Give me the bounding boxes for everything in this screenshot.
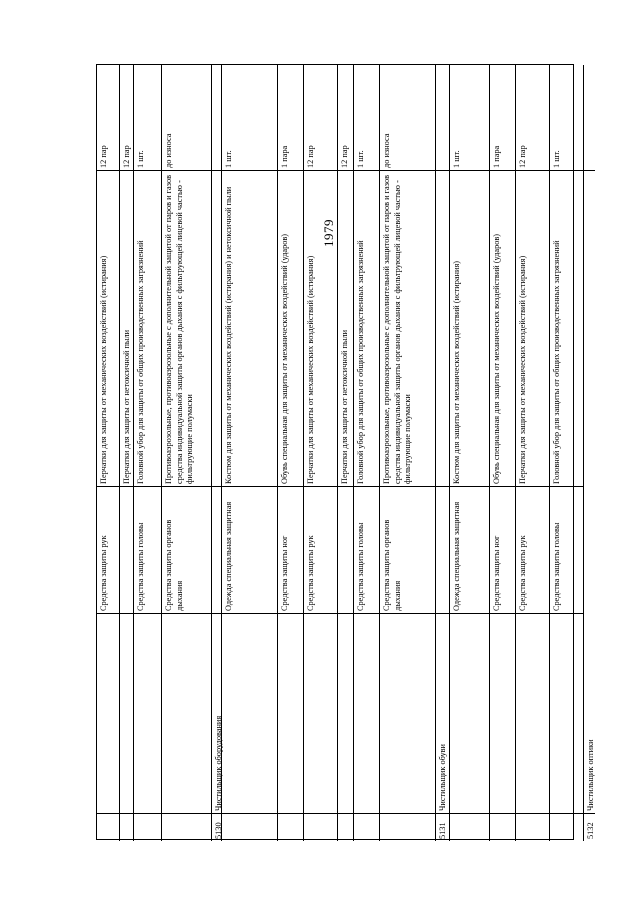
cell-qty <box>354 65 380 170</box>
cell-qty <box>278 65 304 170</box>
cell-cat <box>222 486 278 613</box>
column-divider <box>97 613 573 614</box>
item-text: Костюм для защиты от механических воздействий (истирания) <box>452 260 461 484</box>
cell-item <box>278 170 304 486</box>
cat-text: Средства защиты органов дыхания <box>382 519 402 611</box>
qty-text: 12 пар <box>99 145 108 168</box>
qty-text: 12 пар <box>518 145 527 168</box>
qty-text: 12 пар <box>340 145 349 168</box>
cell-item <box>380 170 436 486</box>
cell-item <box>97 170 119 486</box>
cell-cat <box>450 486 490 613</box>
cell-qty <box>222 65 278 170</box>
cell-cat <box>354 486 380 613</box>
cell-cat <box>516 486 550 613</box>
cell-qty <box>338 65 354 170</box>
num-text: 5132 <box>586 822 595 839</box>
cat-text: Средства защиты головы <box>136 522 145 611</box>
qty-text: до износа <box>164 133 173 168</box>
item-text: Головной убор для защиты от общих производственных загрязнений <box>552 240 561 484</box>
qty-text: 1 шт. <box>552 150 561 168</box>
table-row <box>211 65 221 841</box>
column-divider <box>97 486 573 487</box>
prof-text: Чистильщик обуви <box>438 744 447 811</box>
item-text: Перчатки для защиты от нетоксичной пыли <box>340 329 349 484</box>
qty-text: 1 шт. <box>136 150 145 168</box>
cell-prof <box>584 613 596 813</box>
cat-text: Средства защиты органов дыхания <box>164 519 184 611</box>
cell-num <box>436 813 450 841</box>
item-text: Перчатки для защиты от механических воздействий (истирания) <box>306 255 315 484</box>
table-row <box>303 65 337 841</box>
item-text: Перчатки для защиты от механических воздействий (истирания) <box>99 255 108 484</box>
qty-text: 12 пар <box>122 145 131 168</box>
cell-cat <box>134 486 162 613</box>
cat-text: Одежда специальная защитная <box>452 501 461 611</box>
cat-text: Средства защиты ног <box>280 535 289 611</box>
item-text: Противоаэрозольные, противоаэрозольные с дополнительной защитой от паров и газов средства индивидуальной защиты органов дыхания с фильтрующей лицевой частью - фильтрующие полумаски <box>164 174 194 484</box>
table-row <box>549 65 583 841</box>
cell-qty <box>120 65 134 170</box>
table-row <box>97 65 119 841</box>
column-divider <box>97 170 573 171</box>
cell-item <box>516 170 550 486</box>
qty-text: 1 пара <box>280 145 289 168</box>
cell-cat <box>550 486 584 613</box>
qty-text: 1 шт. <box>224 150 233 168</box>
table-row <box>435 65 449 841</box>
cell-qty <box>380 65 436 170</box>
cell-cat <box>380 486 436 613</box>
cell-cat <box>304 486 338 613</box>
cell-qty <box>97 65 119 170</box>
item-text: Костюм для защиты от механических воздействий (истирания) и нетоксичной пыли <box>224 186 233 484</box>
cell-item <box>450 170 490 486</box>
page-number: 1979 <box>321 219 336 247</box>
item-text: Обувь специальная для защиты от механических воздействий (ударов) <box>492 233 501 484</box>
prof-text: Чистильщик оборудования <box>214 715 223 811</box>
cat-text: Средства защиты рук <box>518 535 527 611</box>
cell-qty <box>490 65 516 170</box>
cell-item <box>222 170 278 486</box>
cell-qty <box>516 65 550 170</box>
num-text: 5131 <box>438 822 447 839</box>
prof-text: Чистильщик оптики <box>586 739 595 811</box>
table-row <box>277 65 303 841</box>
table-row <box>583 65 595 841</box>
table-row <box>379 65 435 841</box>
item-text: Перчатки для защиты от механических воздействий (истирания) <box>518 255 527 484</box>
cell-item <box>120 170 134 486</box>
table-row <box>221 65 277 841</box>
item-text: Противоаэрозольные, противоаэрозольные с дополнительной защитой от паров и газов средства индивидуальной защиты органов дыхания с фильтрующей лицевой частью - фильтрующие полумаски <box>382 174 412 484</box>
cell-qty <box>550 65 584 170</box>
table-row <box>337 65 353 841</box>
cat-text: Средства защиты головы <box>356 522 365 611</box>
cat-text: Одежда специальная защитная <box>224 501 233 611</box>
qty-text: 1 шт. <box>356 150 365 168</box>
qty-text: 1 шт. <box>452 150 461 168</box>
item-text: Головной убор для защиты от общих производственных загрязнений <box>136 240 145 484</box>
cell-item <box>490 170 516 486</box>
cell-item <box>162 170 212 486</box>
item-text: Перчатки для защиты от нетоксичной пыли <box>122 329 131 484</box>
qty-text: 1 пара <box>492 145 501 168</box>
cell-num <box>584 813 596 841</box>
table-row <box>489 65 515 841</box>
qty-text: до износа <box>382 133 391 168</box>
cell-cat <box>162 486 212 613</box>
cell-qty <box>134 65 162 170</box>
cell-item <box>354 170 380 486</box>
cell-cat <box>490 486 516 613</box>
table-row <box>161 65 211 841</box>
cat-text: Средства защиты рук <box>99 535 108 611</box>
cat-text: Средства защиты головы <box>552 522 561 611</box>
table-row <box>133 65 161 841</box>
table-row <box>119 65 133 841</box>
table-row <box>353 65 379 841</box>
cell-qty <box>450 65 490 170</box>
cat-text: Средства защиты рук <box>306 535 315 611</box>
cell-prof <box>436 613 450 813</box>
cell-qty <box>162 65 212 170</box>
item-text: Обувь специальная для защиты от механических воздействий (ударов) <box>280 233 289 484</box>
cell-item <box>338 170 354 486</box>
cell-cat <box>278 486 304 613</box>
num-text: 5130 <box>214 822 223 839</box>
cell-item <box>304 170 338 486</box>
cell-cat <box>97 486 119 613</box>
cell-item <box>550 170 584 486</box>
cell-item <box>134 170 162 486</box>
ppe-norms-table <box>96 64 595 840</box>
item-text: Головной убор для защиты от общих производственных загрязнений <box>356 240 365 484</box>
qty-text: 12 пар <box>306 145 315 168</box>
cell-qty <box>304 65 338 170</box>
table-row <box>515 65 549 841</box>
column-divider <box>97 813 573 814</box>
table-row <box>449 65 489 841</box>
cat-text: Средства защиты ног <box>492 535 501 611</box>
